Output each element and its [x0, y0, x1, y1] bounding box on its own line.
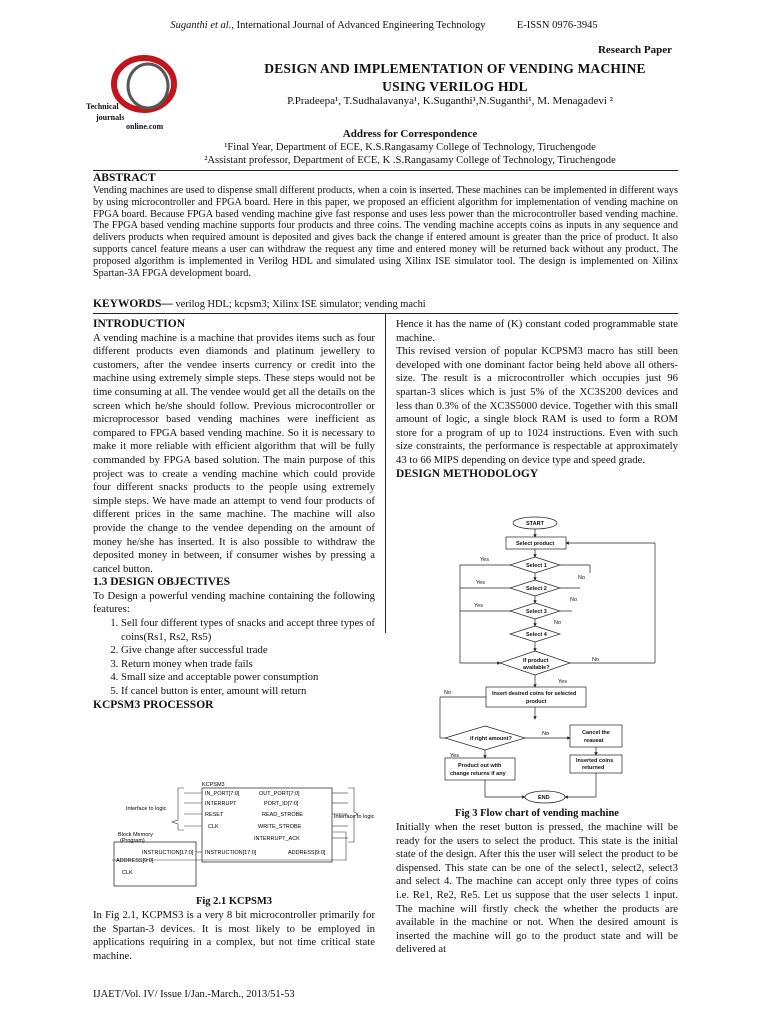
paper-title	[215, 60, 695, 96]
flow-available: available?	[523, 665, 550, 671]
logo-text-1: Technical	[86, 102, 119, 111]
flow-select1: Select 1	[526, 563, 547, 569]
port-label: IN_PORT[7:0]	[205, 791, 240, 797]
flow-available: If product	[523, 658, 549, 664]
right-paragraph-2: This revised version of popular KCPSM3 macro has still been developed with one dominant factor being held above all others-size. The result is a microcontroller which occupies just 96 spartan-3 slices which is just 5% of the XC3S200 devices and less than 0.3% of the XC3S5000 device. Together with this small amount of logic, a single block RAM is used to form a ROM store for a program of up to 1024 instructions. Even with such size constraints, the performance is respectable at approximately 43 to 66 MIPS depending on device type and speed grade.	[396, 345, 678, 466]
flow-coins-returned: returned	[582, 765, 605, 771]
flow-no: No	[444, 690, 452, 696]
running-header	[0, 20, 768, 31]
header-authors: Suganthi et al.,	[170, 20, 234, 31]
logo-text-2: journals	[96, 113, 125, 122]
port-label: INTERRUPT	[205, 801, 237, 807]
interface-label-right: Interface to logic	[334, 814, 375, 820]
abstract-heading: ABSTRACT	[93, 172, 156, 184]
address-heading: Address for Correspondence	[342, 128, 478, 140]
flowchart-figure	[430, 513, 670, 805]
objectives-list	[93, 617, 375, 699]
flow-yes: Yes	[474, 603, 483, 609]
affiliation-2: ²Assistant professor, Department of ECE, K .S.Rangasamy College of Technology, Tiruchengode	[204, 155, 616, 166]
kcpsm3-figure	[112, 780, 382, 892]
flow-yes: Yes	[558, 679, 567, 685]
flow-yes: Yes	[480, 557, 489, 563]
flow-no: No	[542, 731, 550, 737]
flow-product-out: change returns if any	[450, 771, 506, 777]
divider	[93, 170, 678, 171]
port-label: OUT_PORT[7:0]	[259, 791, 300, 797]
port-label: ADDRESS[9:0]	[288, 850, 326, 856]
mem-title: Block Memory	[118, 832, 153, 838]
abstract-body: Vending machines are used to dispense small different products, when a coin is inserted. These machines can be implemented in different ways by using microcontroller and FPGA board. Here in this paper, we proposed an efficient algorithm for implementation of vending machine on FPGA board. Because FPGA based vending machine give fast response and uses less power than the microcontroller based vending machine. The FPGA based vending machine supports four products and three coins. The vending machine accepts coins as inputs in any sequence and delivers products when required amount is deposited and gives back the change if entered amount is greater than the price of product. It also supports cancel feature means a user can withdraw the request any time and entered money will be returned back without any product. The proposed algorithm is implemented in Verilog HDL and simulated using Xilinx ISE simulator tool. The design is implemented on Xilinx Spartan-3A FPGA development board.	[93, 185, 678, 279]
port-label: CLK	[122, 870, 133, 876]
flow-cancel: Cancel the	[582, 730, 610, 736]
introduction-body: A vending machine is a machine that provides items such as four different products even diamonds and platinum jewellery to customers, after the vendee inserts currency or credit into the machine using extremely simple steps. These steps would not be time consuming at all. The vendee would get all the details on the screen which he/she should follow. Previous microcontroller or microprocessor based vending machines were inefficient as compared to FPGA based vending machine. So it is necessary to make it more reliable with efficient algorithm that will be fully commanded by FPGA based solution. The main purpose of this project was to create a vending machine which could provide four different snacks products to the people using extremely simple steps. We have made an attempt to vend four products of different prices in the same machine. The machine will also provide the change to the vendee depending on the amount of money he/she has inserted. It is also possible to withdraw the deposited money in between, if consumer wishes by pressing a cancel button.	[93, 331, 375, 575]
flow-end: END	[538, 795, 550, 801]
kcpsm3-block-title: KCPSM3	[202, 782, 225, 788]
kcpsm3-heading: KCPSM3 PROCESSOR	[93, 698, 214, 711]
flow-product-out: Product out with	[458, 763, 502, 769]
title-line-2: USING VERILOG HDL	[382, 79, 528, 94]
flow-start: START	[526, 521, 544, 527]
left-column	[93, 318, 375, 712]
mem-title: (Program)	[120, 838, 145, 844]
kcpsm3-body: In Fig 2.1, KCPMS3 is a very 8 bit microcontroller primarily for the Spartan-3 devices. It is most likely to be employed in applications requiring in a complex, but not time critical state machine.	[93, 909, 375, 962]
flow-insert: Insert desired coins for selected	[492, 691, 577, 697]
port-label: ADDRESS[9:0]	[116, 858, 154, 864]
objectives-intro: To Design a powerful vending machine containing the following features:	[93, 589, 375, 616]
paper-type: Research Paper	[597, 44, 672, 56]
objectives-heading: 1.3 DESIGN OBJECTIVES	[93, 576, 231, 589]
port-label: RESET	[205, 812, 224, 818]
port-label: READ_STROBE	[262, 812, 303, 818]
port-label: WRITE_STROBE	[258, 824, 302, 830]
list-item: 3. Return money when trade fails	[121, 658, 375, 672]
introduction-heading: INTRODUCTION	[93, 318, 186, 330]
keywords-text: verilog HDL; kcpsm3; Xilinx ISE simulator; vending machi	[172, 299, 426, 310]
flow-yes: Yes	[450, 753, 459, 759]
block-memory	[114, 842, 196, 886]
port-label: INSTRUCTION[17:0]	[142, 850, 194, 856]
kcpsm3-diagram	[112, 780, 382, 892]
list-item: 4. Small size and acceptable power consumption	[121, 671, 375, 685]
right-column	[396, 318, 678, 481]
affiliation-1: ¹Final Year, Department of ECE, K.S.Rangasamy College of Technology, Tiruchengode	[224, 142, 596, 153]
header-journal: International Journal of Advanced Engineering Technology	[233, 20, 486, 31]
port-label: PORT_ID[7:0]	[264, 801, 299, 807]
flow-no: No	[592, 657, 600, 663]
title-line-1: DESIGN AND IMPLEMENTATION OF VENDING MACHINE	[264, 61, 646, 76]
fig3-caption: Fig 3 Flow chart of vending machine	[455, 808, 619, 819]
right-paragraph-1: Hence it has the name of (K) constant coded programmable state machine.	[396, 318, 678, 344]
port-label: CLK	[208, 824, 219, 830]
flow-select-product: Select product	[516, 541, 555, 547]
design-methodology-heading: DESIGN METHODOLOGY	[396, 467, 539, 480]
flow-right-amount: if right amount?	[470, 736, 512, 742]
journal-logo	[84, 50, 204, 132]
flow-no: No	[554, 620, 562, 626]
list-item: 2. Give change after successful trade	[121, 644, 375, 658]
flow-cancel: reaueat	[584, 738, 604, 744]
author-list: P.Pradeepa¹, T.Sudhalavanya¹, K.Suganthi¹,N.Suganthi¹, M. Menagadevi ²	[287, 95, 613, 107]
flow-no: No	[570, 597, 578, 603]
logo-text-3: online.com	[126, 122, 164, 131]
interface-label-left: Interface to logic	[126, 806, 167, 812]
flow-insert: product	[526, 699, 547, 705]
list-item: 5. If cancel button is enter, amount will return	[121, 685, 375, 699]
flow-no: No	[578, 575, 586, 581]
flow-coins-returned: Inserted coins	[576, 758, 614, 764]
right-paragraph-3: Initially when the reset button is pressed, the machine will be ready for the users to select the product. This state is the initial state of the design. After this the user will select the product to be dispensed. This state can be one of the select1, select2, select3 and select 4. The machine can accept only three types of coins i.e. Re1, Re2, Re5. Let us suppose that the user selects 1 input. The machine will firstly check the whether the products are available in the machine or not. When the desired amount is inserted the machine will go to the product state and will be delivered at	[396, 821, 678, 956]
port-label: INTERRUPT_ACK	[254, 836, 300, 842]
keywords	[93, 298, 678, 310]
port-label: INSTRUCTION[17:0]	[205, 850, 257, 856]
list-item: 1. Sell four different types of snacks and accept three types of coins(Rs1, Rs2, Rs5)	[121, 617, 375, 644]
keywords-label: KEYWORDS—	[93, 298, 173, 310]
header-issn: E-ISSN 0976-3945	[516, 20, 598, 31]
flow-yes: Yes	[476, 580, 485, 586]
flow-select4: Select 4	[526, 632, 547, 638]
footer: IJAET/Vol. IV/ Issue I/Jan.-March., 2013/51-53	[93, 989, 295, 1000]
flow-select2: Select 2	[526, 586, 547, 592]
flow-select3: Select 3	[526, 609, 547, 615]
fig2-caption: Fig 2.1 KCPSM3	[195, 896, 273, 907]
column-divider	[385, 313, 386, 633]
flowchart	[430, 513, 670, 805]
